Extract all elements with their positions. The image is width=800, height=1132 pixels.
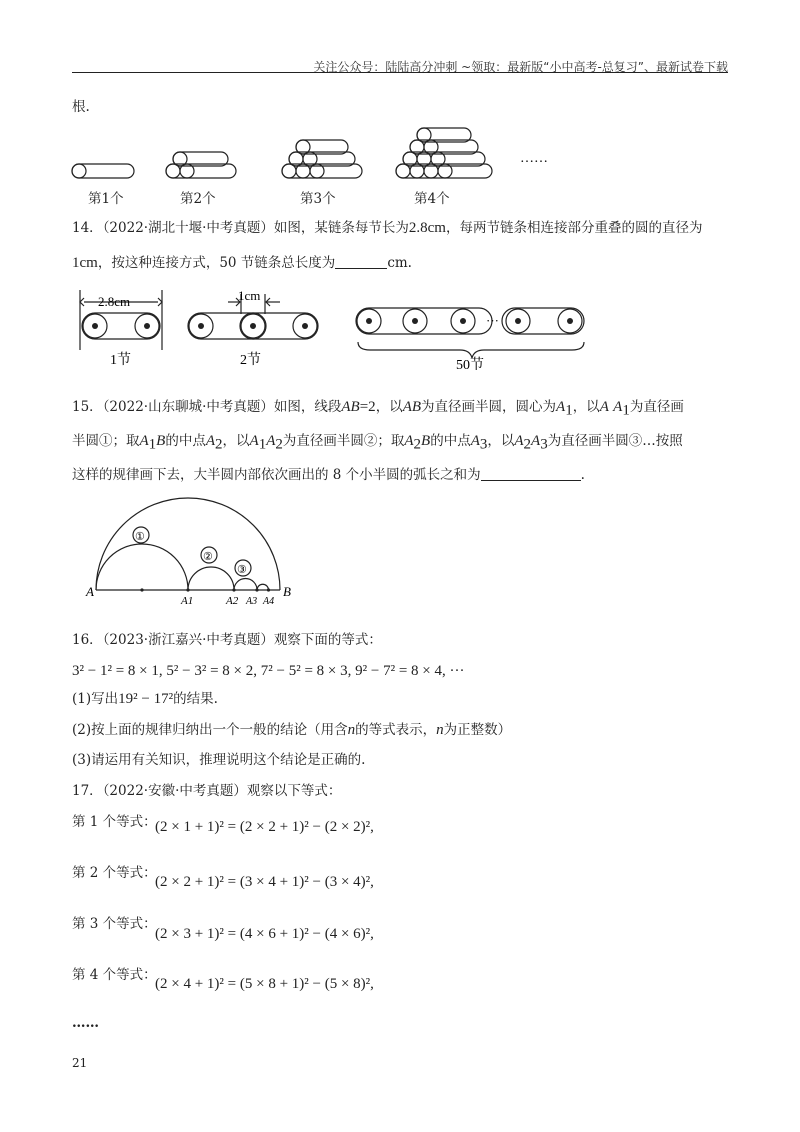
q16-equations: 3² − 1² = 8 × 1, 5² − 3² = 8 × 2, 7² − 5² = 8 × 3, 9² − 7² = 8 × 4, ···	[72, 663, 465, 679]
question-source: （2022·山东聊城·中考真题）	[102, 399, 274, 415]
answer-blank	[481, 466, 581, 481]
point-A2: A2	[226, 595, 239, 607]
q17-row-1-eq: (2 × 1 + 1)² = (2 × 2 + 1)² − (2 × 2)²,	[155, 819, 374, 835]
q15-line-1: 15．（2022·山东聊城·中考真题）如图，线段AB=2，以AB为直径画半圆，圆心为$A_1$，以A $A_1$为直径画	[72, 399, 684, 419]
q13-label-3: 第3个	[300, 191, 336, 207]
q13-label-1: 第1个	[88, 191, 124, 207]
question-source: （2023·浙江嘉兴·中考真题）	[102, 632, 274, 648]
q17-line-1: 17．（2022·安徽·中考真题）观察以下等式：	[72, 783, 342, 799]
q17-row-3-label: 第 3 个等式：	[72, 916, 157, 932]
point-B: B	[283, 584, 291, 599]
q13-tail: 根.	[72, 99, 90, 115]
circle-label-1: ①	[135, 531, 145, 543]
q17-row-1-label: 第 1 个等式：	[72, 814, 157, 830]
q17-row-4-label: 第 4 个等式：	[72, 967, 157, 983]
q14-line-2: 1cm，按这种连接方式，50 节链条总长度为 cm.	[72, 255, 412, 271]
caption-1-link: 1节	[110, 353, 131, 368]
q13-label-4: 第4个	[414, 191, 450, 207]
page-number: 21	[72, 1056, 88, 1070]
question-number: 14．	[72, 220, 103, 236]
q13-label-2: 第2个	[180, 191, 216, 207]
q15-line-2: 半圆①；取$A_1B$的中点$A_2$，以$A_1A_2$为直径画半圆②；取$A_2B$的中点$A_3$，以$A_2A_3$为直径画半圆③…按照	[72, 433, 683, 453]
label-link-length: 2.8cm	[98, 294, 131, 309]
pipe	[72, 164, 134, 178]
pipe-end	[72, 164, 86, 178]
question-source: （2022·湖北十堰·中考真题）	[102, 220, 274, 236]
q15-line-3: 这样的规律画下去，大半圆内部依次画出的 8 个小半圆的弧长之和为 .	[72, 467, 585, 483]
question-source: （2022·安徽·中考真题）	[102, 783, 247, 799]
question-number: 15．	[72, 399, 103, 415]
point-A3: A3	[246, 596, 258, 607]
point-A1: A1	[181, 595, 194, 607]
q17-row-3-eq: (2 × 3 + 1)² = (4 × 6 + 1)² − (4 × 6)²,	[155, 926, 374, 942]
q14-chain-figure	[70, 284, 610, 370]
q16-line-1: 16．（2023·浙江嘉兴·中考真题）观察下面的等式：	[72, 632, 382, 648]
q17-row-4-eq: (2 × 4 + 1)² = (5 × 8 + 1)² − (5 × 8)²,	[155, 976, 374, 992]
question-number: 16．	[72, 632, 103, 648]
q17-row-2-eq: (2 × 2 + 1)² = (3 × 4 + 1)² − (3 × 4)²,	[155, 874, 374, 890]
point-A4: A4	[263, 596, 275, 607]
answer-blank	[335, 254, 387, 269]
point-A: A	[86, 584, 94, 599]
q16-part-3: (3)请运用有关知识，推理说明这个结论是正确的.	[72, 752, 366, 768]
label-overlap: 1cm	[238, 288, 261, 303]
q15-semicircle-figure	[80, 482, 304, 608]
header-rule	[72, 72, 728, 73]
chain-dots: ···	[486, 313, 499, 328]
circle-label-2: ②	[203, 551, 213, 563]
circle-label-3: ③	[237, 564, 247, 576]
q14-line-1: 14．（2022·湖北十堰·中考真题）如图，某链条每节长为2.8cm，每两节链条相连接部分重叠的圆的直径为	[72, 220, 703, 236]
q17-ellipsis: ……	[72, 1015, 99, 1031]
caption-2-links: 2节	[240, 353, 261, 368]
q13-ellipsis: ……	[520, 151, 548, 166]
q16-part-1: (1)写出19² − 17²的结果.	[72, 691, 218, 707]
caption-50-links: 50节	[456, 358, 484, 370]
q16-part-2: (2)按上面的规律归纳出一个一般的结论（用含n的等式表示，n为正整数）	[72, 722, 512, 738]
question-number: 17．	[72, 783, 103, 799]
q17-row-2-label: 第 2 个等式：	[72, 865, 157, 881]
page-header: 关注公众号：陆陆高分冲刺 ~领取：最新版“小中高考-总复习”、最新试卷下载	[313, 60, 728, 74]
